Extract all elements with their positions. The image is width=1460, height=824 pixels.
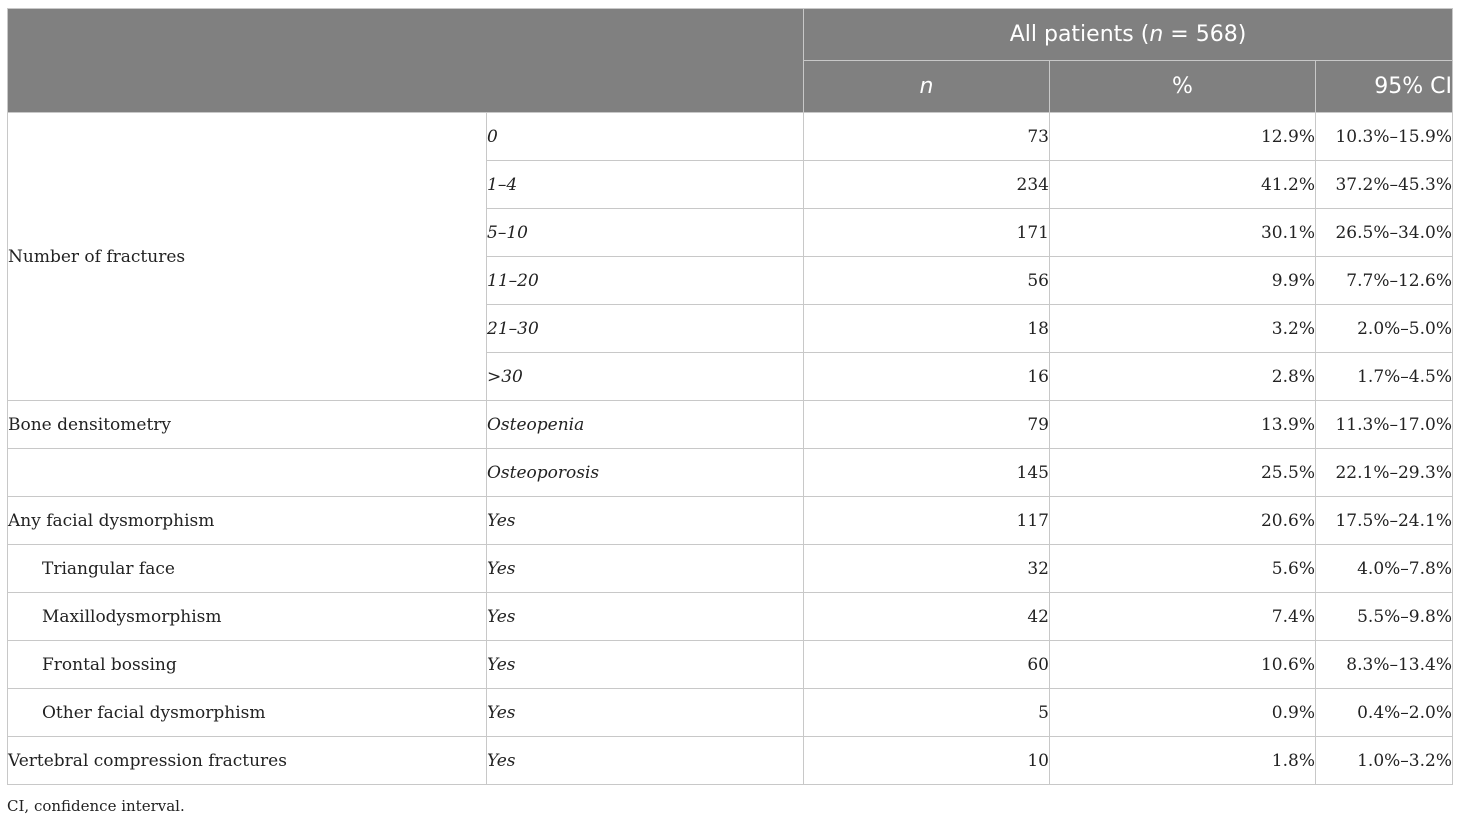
table-row	[8, 545, 1453, 593]
row-ci: 17.5%–24.1%	[1316, 497, 1453, 545]
row-n: 10	[804, 737, 1050, 785]
table-body	[8, 113, 1453, 785]
row-label-number-of-fractures: Number of fractures	[8, 113, 487, 401]
table-header	[8, 9, 1453, 113]
row-percent: 41.2%	[1050, 161, 1316, 209]
row-category: 1–4	[487, 161, 804, 209]
row-category: >30	[487, 353, 804, 401]
table-row	[8, 113, 1453, 161]
row-n: 42	[804, 593, 1050, 641]
row-label-empty	[8, 449, 487, 497]
table-row	[8, 401, 1453, 449]
header-blank-cell	[8, 9, 804, 113]
header-group-all-patients	[804, 9, 1453, 61]
row-percent: 9.9%	[1050, 257, 1316, 305]
row-percent: 12.9%	[1050, 113, 1316, 161]
row-n: 171	[804, 209, 1050, 257]
row-percent: 3.2%	[1050, 305, 1316, 353]
row-n: 145	[804, 449, 1050, 497]
row-percent: 25.5%	[1050, 449, 1316, 497]
table-row	[8, 449, 1453, 497]
group-suffix: = 568)	[1163, 22, 1247, 47]
row-ci: 1.7%–4.5%	[1316, 353, 1453, 401]
table-row	[8, 497, 1453, 545]
row-ci: 0.4%–2.0%	[1316, 689, 1453, 737]
table-footnote: CI, confidence interval.	[7, 797, 185, 815]
row-category: Osteopenia	[487, 401, 804, 449]
row-percent: 10.6%	[1050, 641, 1316, 689]
row-category: 21–30	[487, 305, 804, 353]
row-category: 11–20	[487, 257, 804, 305]
row-n: 18	[804, 305, 1050, 353]
row-category: Yes	[487, 689, 804, 737]
row-label-other-facial-dysmorphism: Other facial dysmorphism	[8, 689, 487, 737]
table-row	[8, 737, 1453, 785]
row-n: 60	[804, 641, 1050, 689]
row-percent: 1.8%	[1050, 737, 1316, 785]
row-percent: 5.6%	[1050, 545, 1316, 593]
row-n: 5	[804, 689, 1050, 737]
row-percent: 20.6%	[1050, 497, 1316, 545]
row-label-frontal-bossing: Frontal bossing	[8, 641, 487, 689]
row-category: 0	[487, 113, 804, 161]
row-category: Yes	[487, 545, 804, 593]
row-n: 117	[804, 497, 1050, 545]
row-n: 73	[804, 113, 1050, 161]
row-category: Osteoporosis	[487, 449, 804, 497]
row-ci: 11.3%–17.0%	[1316, 401, 1453, 449]
row-percent: 2.8%	[1050, 353, 1316, 401]
row-ci: 1.0%–3.2%	[1316, 737, 1453, 785]
row-percent: 0.9%	[1050, 689, 1316, 737]
row-ci: 37.2%–45.3%	[1316, 161, 1453, 209]
table-row	[8, 641, 1453, 689]
row-ci: 10.3%–15.9%	[1316, 113, 1453, 161]
row-ci: 4.0%–7.8%	[1316, 545, 1453, 593]
row-percent: 7.4%	[1050, 593, 1316, 641]
row-category: Yes	[487, 737, 804, 785]
row-n: 56	[804, 257, 1050, 305]
row-category: Yes	[487, 641, 804, 689]
row-category: Yes	[487, 497, 804, 545]
row-label-triangular-face: Triangular face	[8, 545, 487, 593]
row-ci: 7.7%–12.6%	[1316, 257, 1453, 305]
row-ci: 22.1%–29.3%	[1316, 449, 1453, 497]
row-category: Yes	[487, 593, 804, 641]
table-row	[8, 689, 1453, 737]
row-n: 79	[804, 401, 1050, 449]
row-percent: 13.9%	[1050, 401, 1316, 449]
row-n: 32	[804, 545, 1050, 593]
row-ci: 8.3%–13.4%	[1316, 641, 1453, 689]
row-percent: 30.1%	[1050, 209, 1316, 257]
row-ci: 26.5%–34.0%	[1316, 209, 1453, 257]
row-n: 16	[804, 353, 1050, 401]
results-table	[7, 8, 1453, 785]
row-ci: 2.0%–5.0%	[1316, 305, 1453, 353]
row-label-maxillodysmorphism: Maxillodysmorphism	[8, 593, 487, 641]
group-prefix: All patients (	[1009, 22, 1150, 47]
table-row	[8, 593, 1453, 641]
row-n: 234	[804, 161, 1050, 209]
row-category: 5–10	[487, 209, 804, 257]
header-n: n	[804, 61, 1050, 113]
row-label-any-facial-dysmorphism: Any facial dysmorphism	[8, 497, 487, 545]
header-percent: %	[1050, 61, 1316, 113]
header-95ci: 95% CI	[1316, 61, 1453, 113]
group-n-symbol: n	[1149, 22, 1164, 47]
row-ci: 5.5%–9.8%	[1316, 593, 1453, 641]
row-label-bone-densitometry: Bone densitometry	[8, 401, 487, 449]
row-label-vertebral-compression-fractures: Vertebral compression fractures	[8, 737, 487, 785]
